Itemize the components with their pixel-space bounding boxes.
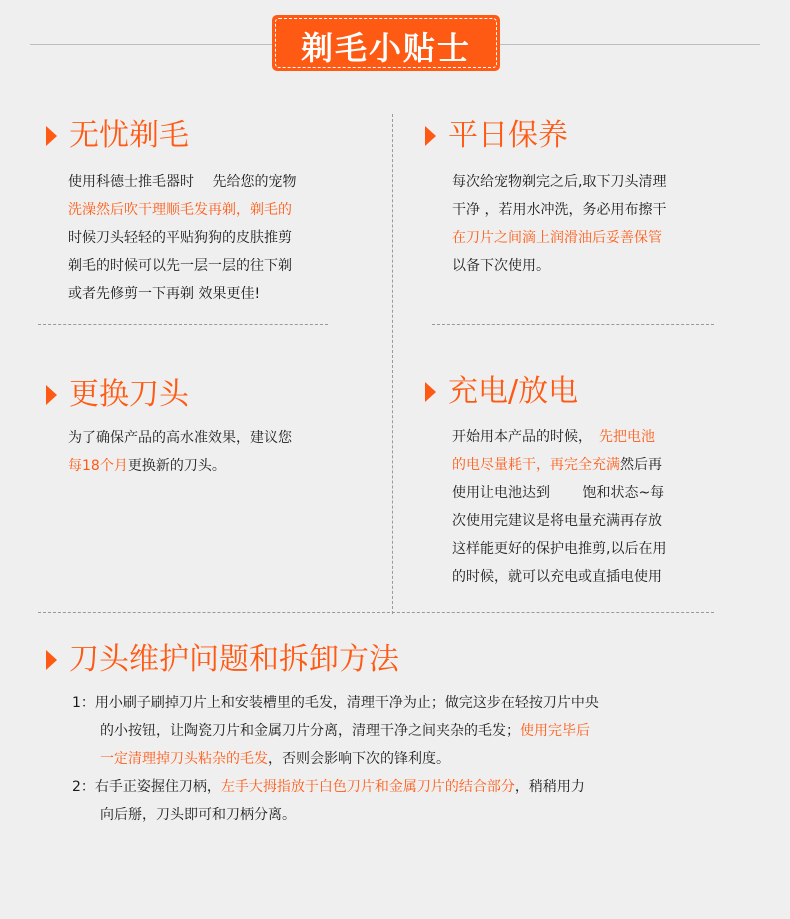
play-triangle-icon [46,650,57,670]
text-line [68,196,368,224]
section-maintenance-body [72,689,712,829]
section-worry-free-title: 无忧剃毛 [69,118,189,153]
divider-left-1 [38,324,328,325]
text-line [68,224,368,252]
play-triangle-icon [425,126,436,146]
text-line [452,451,752,479]
body-text: 为了确保产品的高水准效果，建议您 [68,430,292,446]
body-text: 这样能更好的保护电推剪,以后在用 [452,541,667,557]
body-text [72,751,100,767]
section-replace-blade-title: 更换刀头 [69,377,189,412]
section-daily-care-heading [425,116,568,156]
section-daily-care-body [452,168,752,280]
section-maintenance-heading [46,640,399,680]
section-charge-heading [425,372,578,412]
body-text: 然后再 [620,457,662,473]
section-charge-body [452,423,752,591]
divider-vertical [392,114,393,614]
text-line [452,168,752,196]
text-line [452,507,752,535]
body-text: 向后掰，刀头即可和刀柄分离。 [72,807,296,823]
body-text: 或者先修剪一下再剃 效果更佳! [68,286,261,302]
text-line [452,423,752,451]
highlighted-text: 左手大拇指放于白色刀片和金属刀片的结合部分 [220,779,515,795]
body-text: 的时候，就可以充电或直插电使用 [452,569,662,585]
text-line [452,252,752,280]
body-text: 使用科德士推毛器时 先给您的宠物 [68,174,297,190]
highlighted-text: 一定清理掉刀头粘杂的毛发 [100,751,268,767]
text-line [452,563,752,591]
body-text: 使用让电池达到 饱和状态~每 [452,485,665,501]
section-daily-care-title: 平日保养 [448,118,568,153]
text-line [452,479,752,507]
section-maintenance-title: 刀头维护问题和拆卸方法 [69,642,399,677]
highlighted-text: 先把电池 [599,429,655,445]
text-line [72,689,712,717]
text-line [68,424,368,452]
body-text: 时候刀头轻轻的平贴狗狗的皮肤推剪 [68,230,292,246]
body-text: 每次给宠物剃完之后,取下刀头清理 [452,174,667,190]
text-line [452,535,752,563]
body-text: 更换新的刀头。 [127,458,226,474]
highlighted-text: 使用完毕后 [520,723,590,739]
text-line [68,452,368,480]
text-line [68,252,368,280]
page-title: 剃毛小贴士 [300,29,471,67]
text-line [72,801,712,829]
body-text: ，稍稍用力 [514,779,585,795]
play-triangle-icon [46,126,57,146]
highlighted-text: 洗澡然后吹干理顺毛发再剃，剃毛的 [68,202,292,218]
title-banner [272,15,500,71]
text-line [72,745,712,773]
section-replace-blade-body [68,424,368,480]
text-line [72,773,712,801]
highlighted-text: 的电尽量耗干，再完全充满 [452,457,620,473]
body-text: 干净 ，若用水冲洗，务必用布擦干 [452,202,667,218]
section-replace-blade-heading [46,375,189,415]
body-text: ，否则会影响下次的锋利度。 [268,751,450,767]
text-line [68,280,368,308]
text-line [452,224,752,252]
text-line [68,168,368,196]
text-line [452,196,752,224]
play-triangle-icon [46,385,57,405]
text-line [72,717,712,745]
divider-full [38,612,714,613]
play-triangle-icon [425,382,436,402]
section-worry-free-body [68,168,368,308]
section-worry-free-heading [46,116,189,156]
body-text: 1：用小刷子刷掉刀片上和安装槽里的毛发，清理干净为止；做完这步在轻按刀片中央 [72,695,599,711]
highlighted-text: 每18个月 [68,458,128,474]
body-text: 的小按钮，让陶瓷刀片和金属刀片分离，清理干净之间夹杂的毛发； [72,723,520,739]
body-text: 开始用本产品的时候， [452,429,599,445]
highlighted-text: 在刀片之间滴上润滑油后妥善保管 [452,230,662,246]
body-text: 次使用完建议是将电量充满再存放 [452,513,662,529]
body-text: 剃毛的时候可以先一层一层的往下剃 [68,258,292,274]
divider-right-1 [432,324,714,325]
body-text: 以备下次使用。 [452,258,550,274]
section-charge-title: 充电/放电 [448,374,579,409]
header-rule-left [30,44,272,45]
body-text: 2：右手正姿握住刀柄， [72,779,221,795]
header-rule-right [500,44,760,45]
